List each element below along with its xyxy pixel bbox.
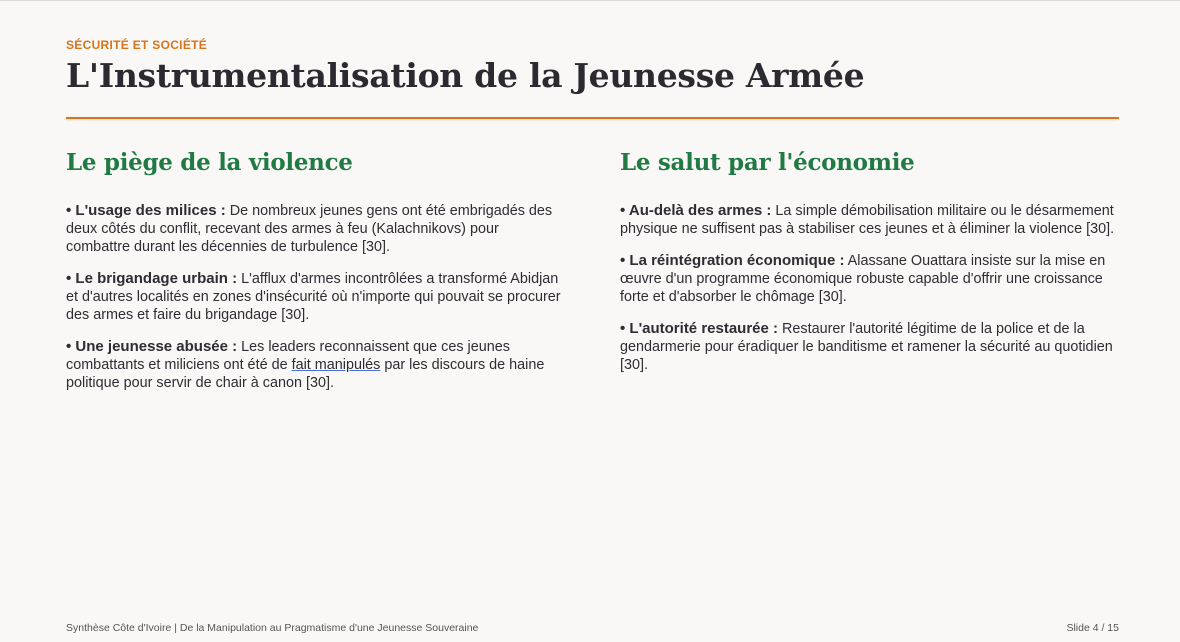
slide-number: Slide 4 / 15 [1066,622,1119,634]
item-lead: • Au-delà des armes : [620,202,772,219]
item-text: par les discours de haine politique pour servir de chair à canon [30]. [66,357,545,391]
underlined-phrase: fait manipulés [291,357,381,373]
section-kicker: SÉCURITÉ ET SOCIÉTÉ [66,38,208,52]
list-item [620,202,1118,238]
right-column-heading: Le salut par l'économie [620,149,915,176]
item-text: Les leaders reconnaissent que ces jeunes combattants et miliciens ont été de [66,339,510,373]
item-lead: • La réintégration économique : [620,252,845,269]
footer-caption: Synthèse Côte d'Ivoire | De la Manipulation au Pragmatisme d'une Jeunesse Souveraine [66,622,479,634]
list-item [66,270,564,324]
item-text: Alassane Ouattara insiste sur la mise en œuvre d'un programme économique robuste capable d'offrir une croissance forte et d'absorber le chômage [30]. [620,253,1106,305]
item-lead: • Le brigandage urbain : [66,270,238,287]
left-column-heading: Le piège de la violence [66,149,353,176]
item-lead: • Une jeunesse abusée : [66,338,238,355]
list-item [66,338,564,392]
item-text: Restaurer l'autorité légitime de la police et de la gendarmerie pour éradiquer le banditisme et ramener la sécurité au quotidien [30]. [620,321,1113,373]
left-column [66,149,564,406]
list-item [620,320,1118,374]
item-text: La simple démobilisation militaire ou le désarmement physique ne suffisent pas à stabiliser ces jeunes et à éliminer la violence [30]. [620,203,1115,237]
title-divider [66,117,1119,119]
slide-title: L'Instrumentalisation de la Jeunesse Armée [66,56,865,95]
list-item [620,252,1118,306]
item-lead: • L'autorité restaurée : [620,320,779,337]
slide-header [66,38,1119,95]
list-item [66,202,564,256]
item-text: L'afflux d'armes incontrôlées a transformé Abidjan et d'autres localités en zones d'insécurité où n'importe qui pouvait se procurer des armes et faire du brigandage [30]. [66,271,561,323]
item-lead: • L'usage des milices : [66,202,226,219]
right-column [620,149,1118,388]
item-text: De nombreux jeunes gens ont été embrigadés des deux côtés du conflit, recevant des armes à feu (Kalachnikovs) pour combattre durant les décennies de turbulence [30]. [66,203,553,255]
